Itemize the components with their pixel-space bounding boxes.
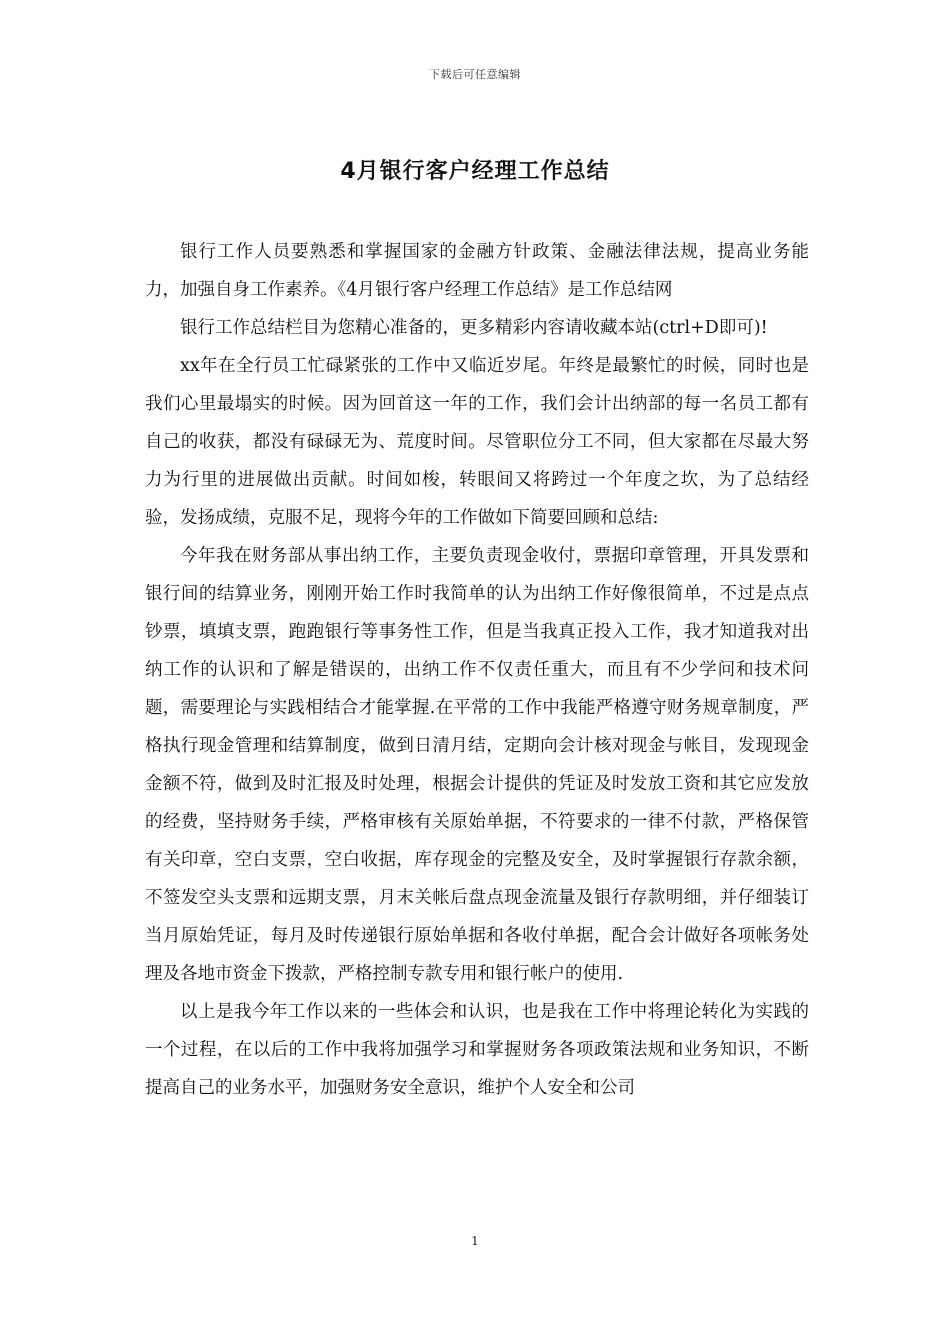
paragraph-cashier-work: 今年我在财务部从事出纳工作，主要负责现金收付，票据印章管理，开具发票和银行间的结算业务，刚刚开始工作时我简单的认为出纳工作好像很简单，不过是点点钞票，填填支票，跑跑银行等事务性工作，但是当我真正投入工作，我才知道我对出纳工作的认识和了解是错误的，出纳工作不仅责任重大，而且有不少学问和技术问题，需要理论与实践相结合才能掌握.在平常的工作中我能严格遵守财务规章制度，严格执行现金管理和结算制度，做到日清月结，定期向会计核对现金与帐目，发现现金金额不符，做到及时汇报及时处理，根据会计提供的凭证及时发放工资和其它应发放的经费，坚持财务手续，严格审核有关原始单据，不符要求的一律不付款，严格保管有关印章，空白支票，空白收据，库存现金的完整及安全，及时掌握银行存款余额，不签发空头支票和远期支票，月末关帐后盘点现金流量及银行存款明细，并仔细装订当月原始凭证，每月及时传递银行原始单据和各收付单据，配合会计做好各项帐务处理及各地市资金下拨款，严格控制专款专用和银行帐户的使用. [145, 546, 809, 984]
page-number: 1 [471, 1234, 479, 1248]
paragraph-site-note: 银行工作总结栏目为您精心准备的，更多精彩内容请收藏本站(ctrl+D即可)! [180, 318, 768, 338]
document-title: 4月银行客户经理工作总结 [340, 159, 610, 184]
document-body [145, 233, 809, 1107]
paragraph-conclusion: 以上是我今年工作以来的一些体会和认识，也是我在工作中将理论转化为实践的一个过程，在以后的工作中我将加强学习和掌握财务各项政策法规和业务知识，不断提高自己的业务水平，加强财务安全意识，维护个人安全和公司 [145, 1002, 809, 1098]
header-note: 下载后可任意编辑 [429, 68, 521, 81]
paragraph-year-review: xx年在全行员工忙碌紧张的工作中又临近岁尾。年终是最繁忙的时候，同时也是我们心里最塌实的时候。因为回首这一年的工作，我们会计出纳部的每一名员工都有自己的收获，都没有碌碌无为、荒度时间。尽管职位分工不同，但大家都在尽最大努力为行里的进展做出贡献。时间如梭，转眼间又将跨过一个年度之坎，为了总结经验，发扬成绩，克服不足，现将今年的工作做如下简要回顾和总结: [145, 356, 809, 528]
paragraph-intro: 银行工作人员要熟悉和掌握国家的金融方针政策、金融法律法规，提高业务能力，加强自身工作素养。《4月银行客户经理工作总结》是工作总结网 [145, 242, 809, 300]
